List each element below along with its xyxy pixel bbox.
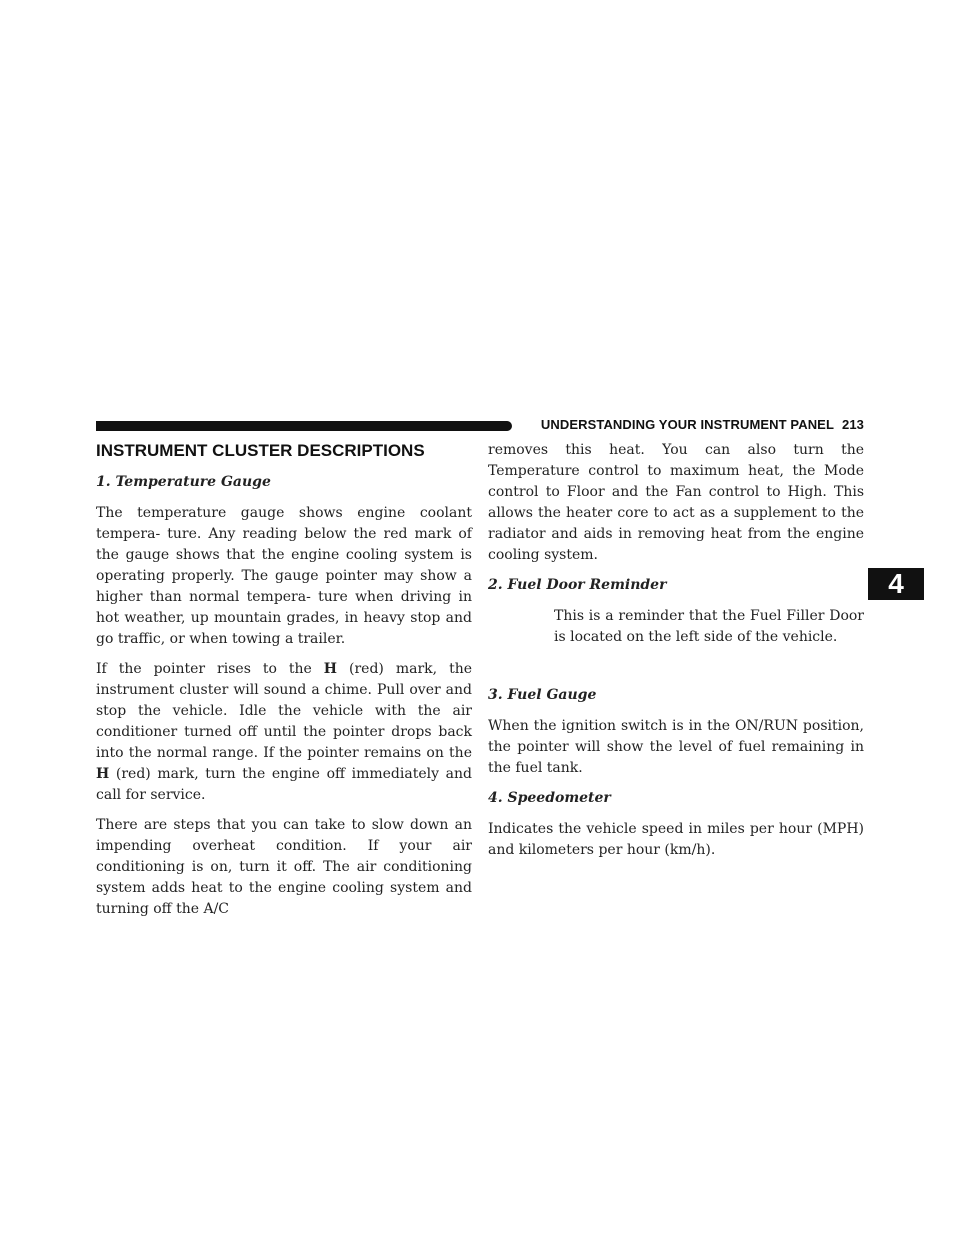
- left-column: [96, 440, 472, 929]
- fuel-gauge-heading: 3. Fuel Gauge: [488, 687, 597, 703]
- slow-overheat-paragraph: There are steps that you can take to slow down an impending overheat condition. If your air conditioning is on, turn it off. The air conditioning system adds heat to the engine cooling system and turning off the A/C: [96, 817, 472, 917]
- header-rule: [96, 421, 512, 431]
- fuel-gauge-text: When the ignition switch is in the ON/RUN position, the pointer will show the level of fuel remaining in the fuel tank.: [488, 718, 864, 776]
- overheat-text-c: (red) mark, turn the engine off immediately and call for service.: [96, 766, 472, 803]
- running-header-title: UNDERSTANDING YOUR INSTRUMENT PANEL: [540, 417, 834, 432]
- temperature-gauge-paragraph: The temperature gauge shows engine coolant tempera- ture. Any reading below the red mark of the gauge shows that the engine cooling system is operating properly. The gauge pointer may show a higher than normal tempera- ture when driving in hot weather, up mountain grades, in heavy stop and go traffic, or when towing a trailer.: [96, 505, 472, 647]
- page-number: 213: [842, 417, 864, 432]
- speedometer-text: Indicates the vehicle speed in miles per hour (MPH) and kilometers per hour (km/h).: [488, 821, 864, 858]
- overheat-text-a: If the pointer rises to the: [96, 661, 324, 677]
- h-mark-bold: H: [323, 661, 338, 677]
- running-header: [522, 417, 864, 432]
- temperature-gauge-heading: 1. Temperature Gauge: [96, 474, 271, 490]
- section-title: INSTRUMENT CLUSTER DESCRIPTIONS: [96, 441, 425, 460]
- fuel-door-text: This is a reminder that the Fuel Filler Door is located on the left side of the vehicle.: [554, 608, 864, 645]
- overheat-paragraph: [96, 659, 472, 806]
- right-column: [488, 440, 864, 870]
- h-mark-bold-2: H: [96, 766, 110, 782]
- ac-continuation-paragraph: removes this heat. You can also turn the Temperature control to maximum heat, the Mode control to Floor and the Fan control to High. This allows the heater core to act as a supplement to the radiator and aids in removing heat from the engine cooling system.: [488, 442, 864, 563]
- speedometer-heading: 4. Speedometer: [488, 790, 611, 806]
- chapter-tab: 4: [868, 568, 924, 600]
- fuel-door-heading: 2. Fuel Door Reminder: [488, 577, 667, 593]
- overheat-text-b: (red) mark, the instrument cluster will sound a chime. Pull over and stop the vehicle. Idle the vehicle with the air conditioner turned off until the pointer drops back into the normal range. If the pointer remains on the: [96, 661, 472, 761]
